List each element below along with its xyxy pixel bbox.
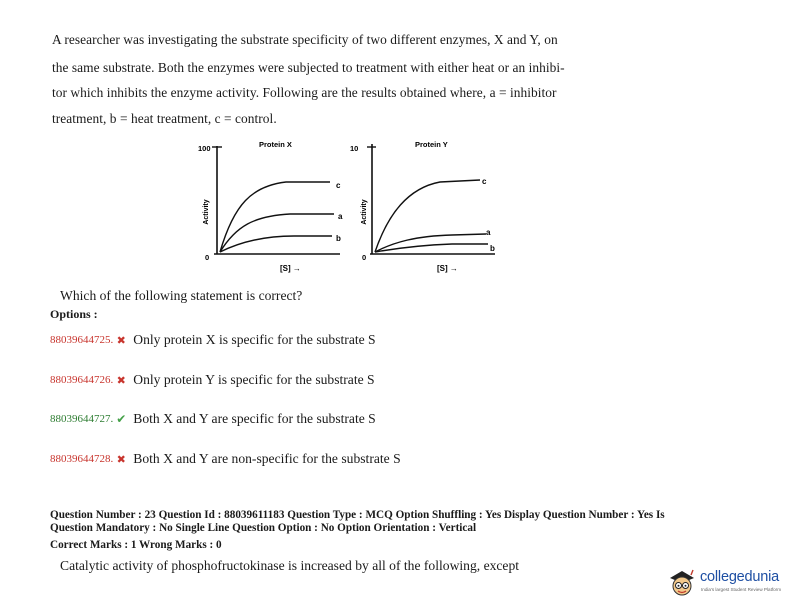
- protein-y-label-a: a: [486, 228, 491, 237]
- protein-y-plot: [350, 140, 495, 273]
- protein-x-y-zero: 0: [205, 253, 210, 262]
- option-4-id: 88039644728.: [50, 453, 114, 465]
- protein-x-label-b: b: [336, 234, 341, 243]
- passage-line-2: the same substrate. Both the enzymes were subjected to treatment with either heat or an inhibi-: [52, 60, 565, 75]
- wrong-mark-icon: ✖: [116, 334, 126, 347]
- enzyme-activity-figure: [190, 132, 510, 277]
- wrong-mark-icon: ✖: [116, 374, 126, 387]
- protein-x-curve-b: [220, 236, 332, 252]
- option-1-text: Only protein X is specific for the substrate S: [133, 332, 376, 347]
- mascot-icon: [665, 566, 699, 600]
- protein-y-y-zero: 0: [362, 253, 367, 262]
- brand-tagline: India's largest Student Review Platform: [701, 587, 782, 592]
- protein-x-y-max: 100: [198, 144, 211, 153]
- wrong-mark-icon: ✖: [116, 453, 126, 466]
- check-mark-icon: ✔: [116, 411, 127, 426]
- options-label: Options :: [50, 307, 98, 321]
- option-2-text: Only protein Y is specific for the substrate S: [133, 372, 375, 387]
- option-4-text: Both X and Y are non-specific for the substrate S: [133, 451, 401, 466]
- protein-x-y-axis-label: Activity: [203, 199, 210, 225]
- passage-line-3: tor which inhibits the enzyme activity. Following are the results obtained where, a = inhibitor: [52, 85, 557, 100]
- protein-y-x-axis-label: [S] →: [437, 264, 458, 273]
- protein-x-label-a: a: [338, 212, 343, 221]
- protein-y-y-max: 10: [350, 144, 359, 153]
- option-2[interactable]: [50, 370, 375, 390]
- next-question-text: Catalytic activity of phosphofructokinase is increased by all of the following, except: [60, 558, 520, 573]
- option-2-id: 88039644726.: [50, 374, 114, 386]
- protein-x-plot: [198, 140, 343, 273]
- marks-info: Correct Marks : 1 Wrong Marks : 0: [50, 539, 222, 551]
- protein-x-label-c: c: [336, 181, 341, 190]
- option-3-id: 88039644727.: [50, 413, 114, 425]
- protein-x-curve-c: [220, 182, 330, 252]
- passage-line-1: A researcher was investigating the substrate specificity of two different enzymes, X and Y, on: [52, 32, 558, 47]
- brand-name[interactable]: collegedunia: [700, 569, 780, 585]
- protein-x-title: Protein X: [259, 140, 292, 149]
- option-3-text: Both X and Y are specific for the substrate S: [133, 411, 376, 426]
- question-meta-line-2: Question Mandatory : No Single Line Question Option : No Option Orientation : Vertical: [50, 522, 477, 534]
- protein-y-curve-c: [375, 180, 480, 252]
- question-text: Which of the following statement is correct?: [60, 288, 303, 303]
- protein-y-y-axis-label: Activity: [361, 199, 368, 225]
- protein-y-label-c: c: [482, 177, 487, 186]
- passage-line-4: treatment, b = heat treatment, c = control.: [52, 111, 277, 126]
- protein-y-label-b: b: [490, 244, 495, 253]
- question-meta-line-1: Question Number : 23 Question Id : 88039611183 Question Type : MCQ Option Shuffling : Yes Display Question Number : Yes Is: [50, 509, 665, 521]
- protein-x-curve-a: [220, 214, 334, 252]
- protein-y-title: Protein Y: [415, 140, 448, 149]
- protein-x-x-axis-label: [S] →: [280, 264, 301, 273]
- option-4[interactable]: [50, 449, 401, 469]
- option-3[interactable]: [50, 409, 376, 429]
- option-1-id: 88039644725.: [50, 334, 114, 346]
- option-1[interactable]: [50, 330, 376, 350]
